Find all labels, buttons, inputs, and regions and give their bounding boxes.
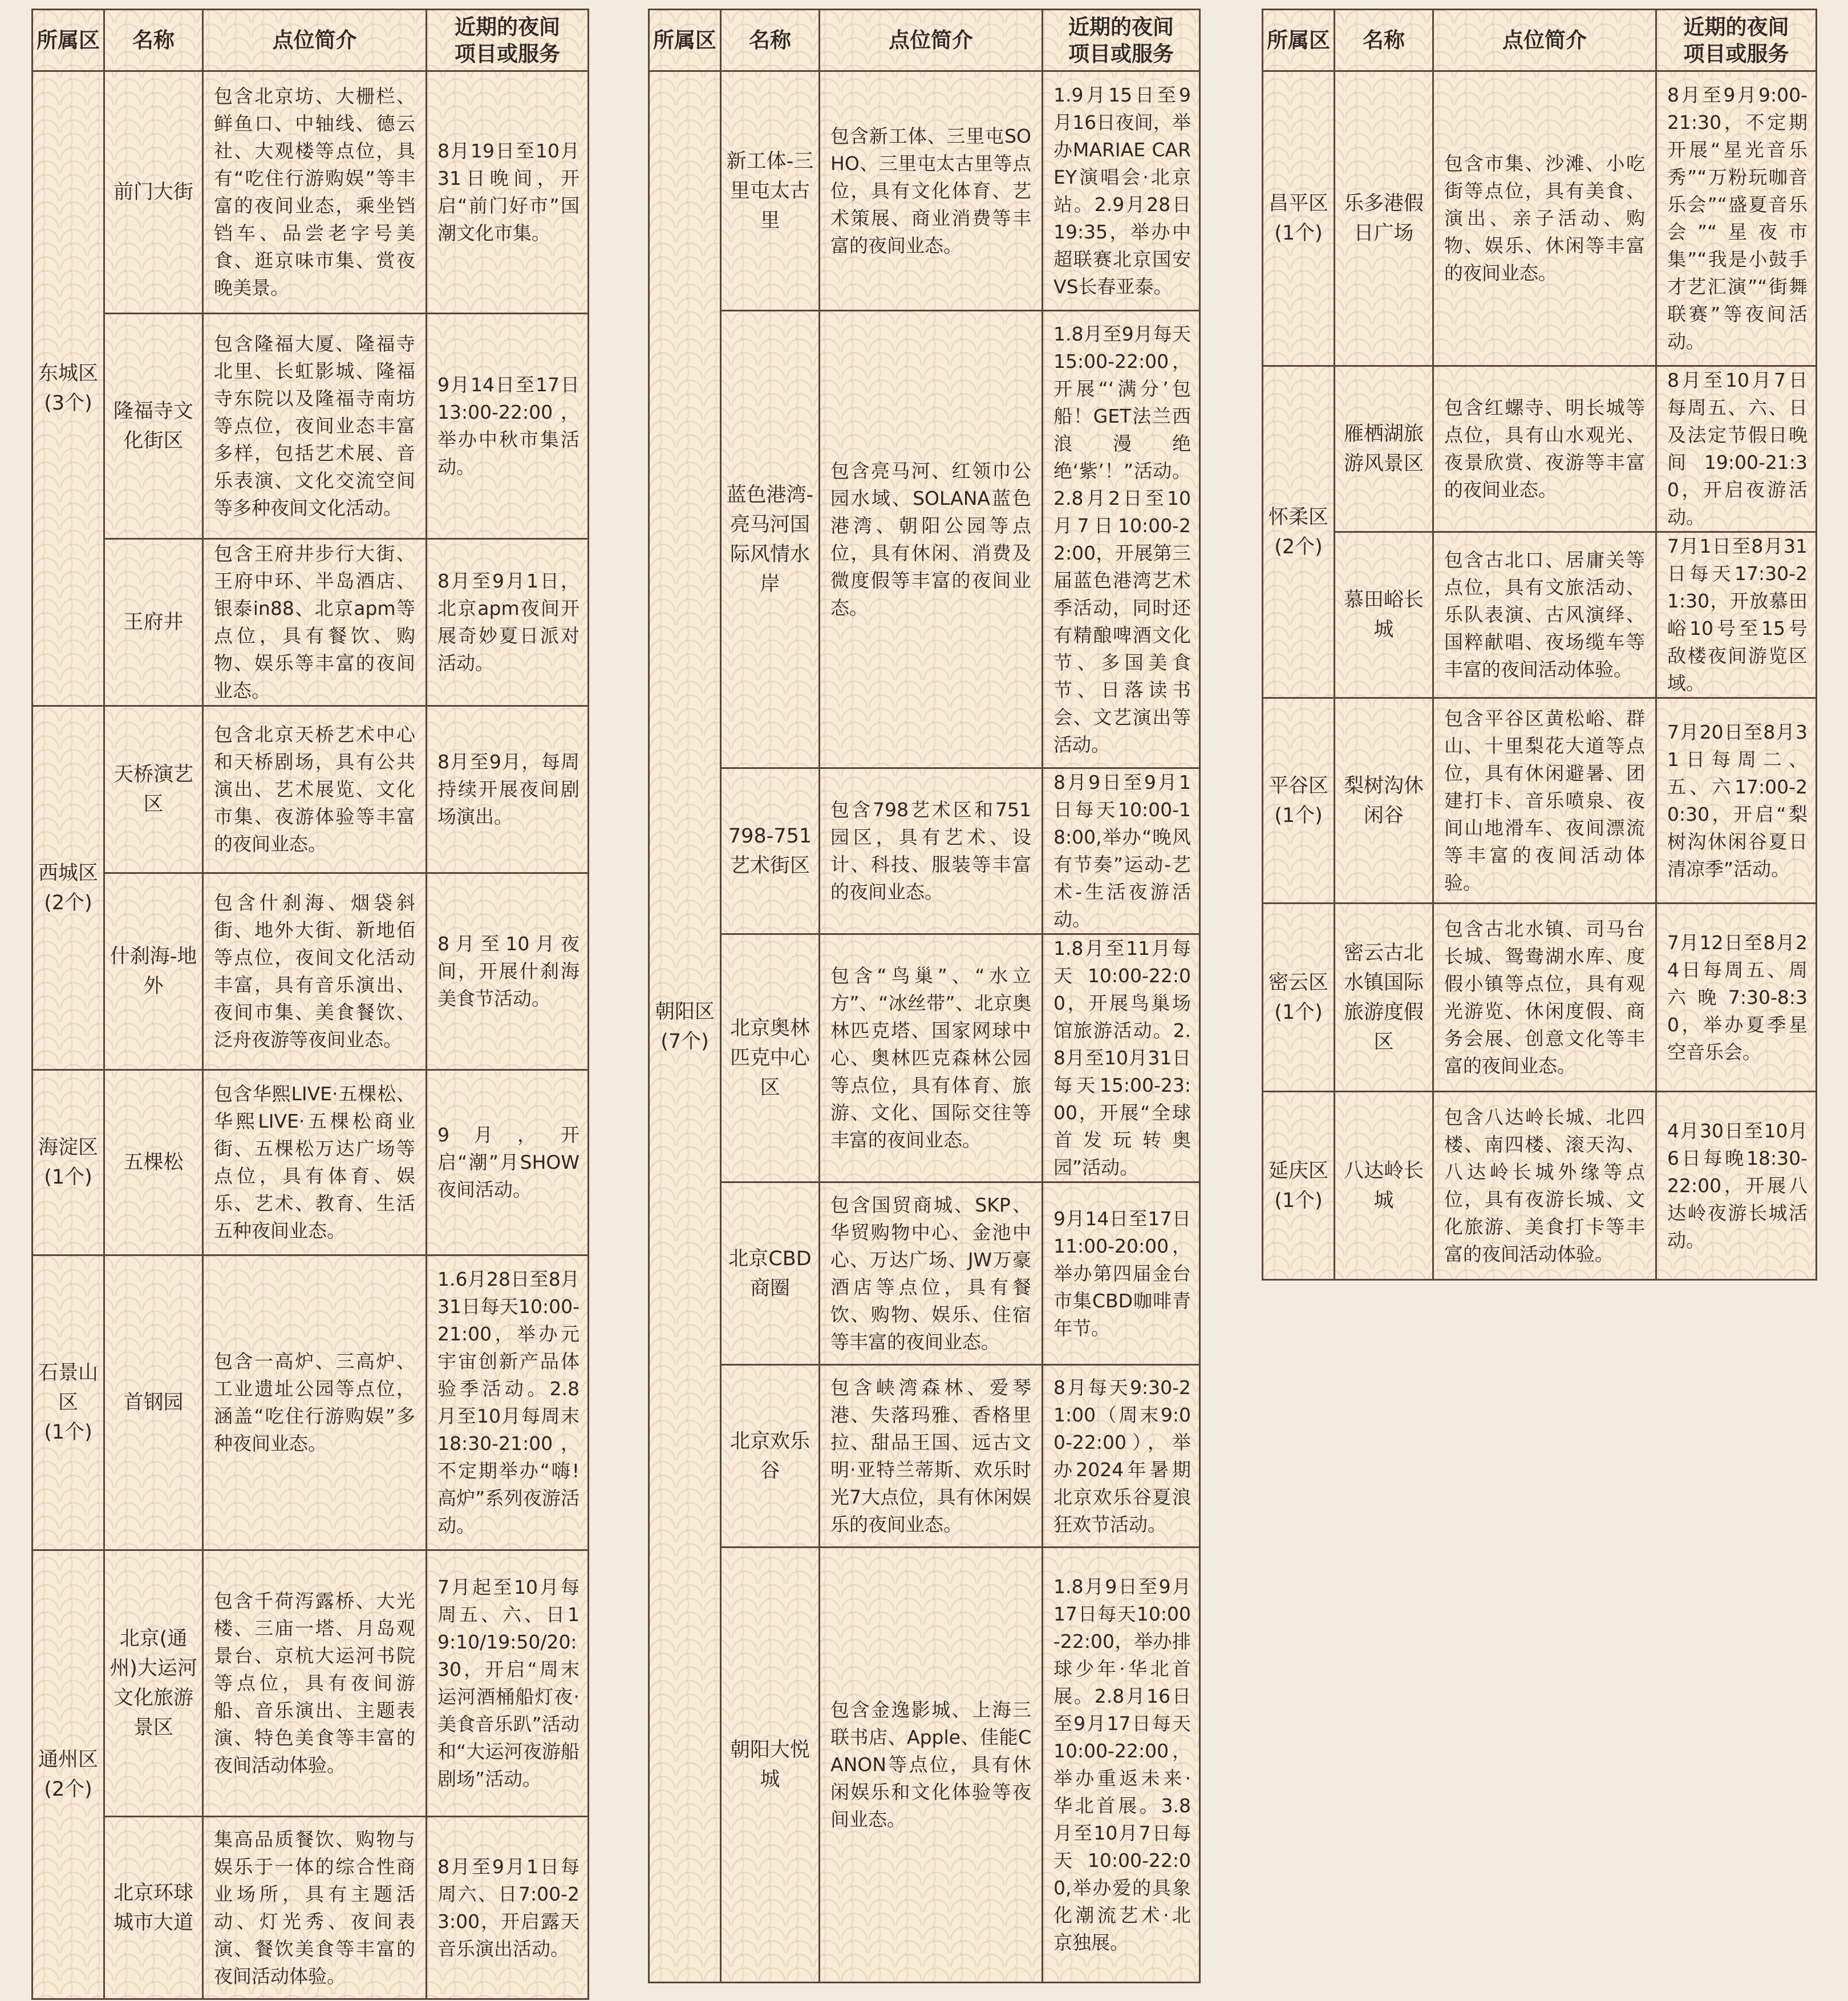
district-name: 通州区 [38, 1748, 98, 1771]
spot-service: 9月，开启“潮”月SHOW夜间活动。 [427, 1070, 589, 1255]
table-row [1263, 532, 1817, 698]
table-header-row [33, 10, 589, 71]
district-count: (1个) [44, 1421, 92, 1444]
spot-desc: 包含王府井步行大街、王府中环、半岛酒店、银泰in88、北京apm等点位，具有餐饮、购物、娱乐等丰富的夜间业态。 [203, 539, 427, 706]
district-name: 石景山区 [38, 1362, 98, 1414]
spot-desc: 包含什刹海、烟袋斜街、地外大街、新地佰等点位，夜间文化活动丰富，具有音乐演出、夜间市集、美食餐饮、泛舟夜游等夜间业态。 [203, 873, 427, 1070]
spot-name: 798-751艺术街区 [721, 768, 820, 934]
table-row [649, 768, 1200, 934]
table-row [649, 934, 1200, 1182]
spot-name: 北京欢乐谷 [721, 1365, 820, 1548]
table-row [1263, 71, 1817, 366]
spot-desc: 包含千荷泻露桥、大光楼、三庙一塔、月岛观景台、京杭大运河书院等点位，具有夜间游船、音乐演出、主题表演、特色美食等丰富的夜间活动体验。 [203, 1550, 427, 1817]
spot-name: 前门大街 [104, 71, 203, 314]
header-service-line1: 近期的夜间 [1068, 14, 1174, 39]
spot-name: 朝阳大悦城 [721, 1548, 820, 1983]
spot-desc: 包含北京坊、大栅栏、鲜鱼口、中轴线、德云社、大观楼等点位，具有“吃住行游购娱”等丰富的夜间业态，乘坐铛铛车、品尝老字号美食、逛京味市集、赏夜晚美景。 [203, 71, 427, 314]
header-service-line1: 近期的夜间 [455, 14, 560, 39]
header-name: 名称 [104, 10, 203, 71]
table-row [33, 706, 589, 873]
spot-service: 1.9月15日至9月16日夜间，举办MARIAE CAREY演唱会·北京站。2.9月28日19:35，举办中超联赛北京国安VS长春亚泰。 [1043, 71, 1200, 311]
header-service-line2: 项目或服务 [455, 41, 560, 66]
district-cell [33, 1550, 104, 1999]
spot-service: 7月20日至8月31日每周二、五、六17:00-20:30，开启“梨树沟休闲谷夏日清凉季”活动。 [1656, 698, 1817, 904]
district-name: 东城区 [38, 362, 98, 385]
header-name: 名称 [721, 10, 820, 71]
spot-desc: 包含古北口、居庸关等点位，具有文旅活动、乐队表演、古风演绎、国粹献唱、夜场缆车等丰富的夜间活动体验。 [1433, 532, 1656, 698]
district-count: (1个) [1274, 804, 1323, 827]
district-cell [1263, 71, 1335, 366]
spot-service: 1.8月9日至9月17日每天10:00-22:00，举办排球少年·华北首展。2.8月16日至9月17日每天10:00-22:00，举办重返未来·华北首展。3.8月至10月7日每天10:00-22:00,举办爱的具象化潮流艺术·北京独展。 [1043, 1548, 1200, 1983]
district-name: 海淀区 [38, 1136, 98, 1159]
table-row [1263, 904, 1817, 1092]
spot-service: 7月1日至8月31日每天17:30-21:30，开放慕田峪10号至15号敌楼夜间游览区域。 [1656, 532, 1817, 698]
spot-name: 新工体-三里屯太古里 [721, 71, 820, 311]
district-cell [33, 706, 104, 1070]
spot-service: 9月14日至17日13:00-22:00，举办中秋市集活动。 [427, 314, 589, 539]
table-row [649, 1365, 1200, 1548]
table-row [33, 1817, 589, 1999]
spot-name: 蓝色港湾-亮马河国际风情水岸 [721, 311, 820, 768]
spot-desc: 包含一高炉、三高炉、工业遗址公园等点位，涵盖“吃住行游购娱”多种夜间业态。 [203, 1255, 427, 1550]
table-row [33, 1070, 589, 1255]
spot-name: 五棵松 [104, 1070, 203, 1255]
header-service [1656, 10, 1817, 71]
spot-service: 7月12日至8月24日每周五、周六晚7:30-8:30，举办夏季星空音乐会。 [1656, 904, 1817, 1092]
table-right [1262, 9, 1817, 1281]
spot-name: 慕田峪长城 [1335, 532, 1433, 698]
header-district: 所属区 [1263, 10, 1335, 71]
spot-service: 8月每天9:30-21:00（周末9:00-22:00），举办2024年暑期北京欢乐谷夏浪狂欢节活动。 [1043, 1365, 1200, 1548]
spot-name: 天桥演艺区 [104, 706, 203, 873]
table-middle [648, 9, 1201, 1983]
header-service-line2: 项目或服务 [1683, 41, 1789, 66]
table-row [649, 1182, 1200, 1365]
spot-service: 8月至10月夜间，开展什刹海美食节活动。 [427, 873, 589, 1070]
spot-desc: 包含峡湾森林、爱琴港、失落玛雅、香格里拉、甜品王国、远古文明·亚特兰蒂斯、欢乐时光7大点位，具有休闲娱乐的夜间业态。 [820, 1365, 1043, 1548]
spot-name: 什刹海-地外 [104, 873, 203, 1070]
district-name: 密云区 [1268, 971, 1328, 994]
spot-name: 北京奥林匹克中心区 [721, 934, 820, 1182]
spot-desc: 包含隆福大厦、隆福寺北里、长虹影城、隆福寺东院以及隆福寺南坊等点位，夜间业态丰富多样，包括艺术展、音乐表演、文化交流空间等多种夜间文化活动。 [203, 314, 427, 539]
district-count: (3个) [44, 392, 92, 415]
district-cell [33, 1070, 104, 1255]
table-header-row [1263, 10, 1817, 71]
district-cell [1263, 698, 1335, 904]
spot-name: 首钢园 [104, 1255, 203, 1550]
district-count: (1个) [1274, 1000, 1323, 1024]
spot-service: 7月起至10月每周五、六、日19:10/19:50/20:30，开启“周末运河酒桶船灯夜·美食音乐趴”活动和“大运河夜游船剧场”活动。 [427, 1550, 589, 1817]
district-name: 昌平区 [1268, 192, 1328, 215]
district-cell [1263, 904, 1335, 1092]
district-count: (7个) [660, 1030, 709, 1053]
district-count: (1个) [1274, 222, 1323, 245]
table-row [33, 1550, 589, 1817]
district-cell [33, 1255, 104, 1550]
table-row [33, 71, 589, 314]
district-name: 延庆区 [1268, 1159, 1328, 1182]
spot-desc: 包含新工体、三里屯SOHO、三里屯太古里等点位，具有文化体育、艺术策展、商业消费等丰富的夜间业态。 [820, 71, 1043, 311]
district-name: 平谷区 [1268, 774, 1328, 797]
district-cell [1263, 1092, 1335, 1280]
spot-name: 密云古北水镇国际旅游度假区 [1335, 904, 1433, 1092]
district-name: 朝阳区 [654, 1000, 715, 1023]
spot-service: 4月30日至10月6日每晚18:30-22:00，开展八达岭夜游长城活动。 [1656, 1092, 1817, 1280]
district-count: (2个) [44, 1778, 92, 1801]
spot-name: 隆福寺文化街区 [104, 314, 203, 539]
spot-service: 8月至9月1日每周六、日7:00-23:00，开启露天音乐演出活动。 [427, 1817, 589, 1999]
spot-desc: 包含798艺术区和751园区，具有艺术、设计、科技、服装等丰富的夜间业态。 [820, 768, 1043, 934]
district-cell [649, 71, 721, 1983]
spot-desc: 包含古北水镇、司马台长城、鸳鸯湖水库、度假小镇等点位，具有观光游览、休闲度假、商务会展、创意文化等丰富的夜间业态。 [1433, 904, 1656, 1092]
spot-desc: 包含国贸商城、SKP、华贸购物中心、金池中心、万达广场、JW万豪酒店等点位，具有餐饮、购物、娱乐、住宿等丰富的夜间业态。 [820, 1182, 1043, 1365]
spot-name: 梨树沟休闲谷 [1335, 698, 1433, 904]
spot-service: 8月至10月7日每周五、六、日及法定节假日晚间19:00-21:30，开启夜游活动。 [1656, 366, 1817, 532]
spot-name: 乐多港假日广场 [1335, 71, 1433, 366]
header-service [427, 10, 589, 71]
spot-desc: 集高品质餐饮、购物与娱乐于一体的综合性商业场所，具有主题活动、灯光秀、夜间表演、餐饮美食等丰富的夜间活动体验。 [203, 1817, 427, 1999]
spot-desc: 包含“鸟巢”、“水立方”、“冰丝带”、北京奥林匹克塔、国家网球中心、奥林匹克森林公园等点位，具有体育、旅游、文化、国际交往等丰富的夜间业态。 [820, 934, 1043, 1182]
spot-name: 北京CBD商圈 [721, 1182, 820, 1365]
spot-desc: 包含北京天桥艺术中心和天桥剧场，具有公共演出、艺术展览、文化市集、夜游体验等丰富的夜间业态。 [203, 706, 427, 873]
spot-service: 8月至9月1日，北京apm夜间开展奇妙夏日派对活动。 [427, 539, 589, 706]
table-row [649, 311, 1200, 768]
header-service-line1: 近期的夜间 [1683, 14, 1789, 39]
table-row [649, 1548, 1200, 1983]
district-cell [33, 71, 104, 706]
spot-service: 1.6月28日至8月31日每天10:00-21:00，举办元宇宙创新产品体验季活动。2.8月至10月每周末18:30-21:00，不定期举办“嗨!高炉”系列夜游活动。 [427, 1255, 589, 1550]
district-cell [1263, 366, 1335, 698]
header-name: 名称 [1335, 10, 1433, 71]
header-desc: 点位简介 [203, 10, 427, 71]
district-name: 怀柔区 [1268, 505, 1328, 529]
header-district: 所属区 [33, 10, 104, 71]
spot-desc: 包含华熙LIVE·五棵松、华熙LIVE·五棵松商业街、五棵松万达广场等点位，具有体育、娱乐、艺术、教育、生活五种夜间业态。 [203, 1070, 427, 1255]
spot-service: 9月14日至17日11:00-20:00，举办第四届金台市集CBD咖啡青年节。 [1043, 1182, 1200, 1365]
table-row [1263, 1092, 1817, 1280]
header-service-line2: 项目或服务 [1068, 41, 1174, 66]
spot-desc: 包含八达岭长城、北四楼、南四楼、滚天沟、八达岭长城外缘等点位，具有夜游长城、文化旅游、美食打卡等丰富的夜间活动体验。 [1433, 1092, 1656, 1280]
spot-desc: 包含亮马河、红领巾公园水域、SOLANA蓝色港湾、朝阳公园等点位，具有休闲、消费及微度假等丰富的夜间业态。 [820, 311, 1043, 768]
header-district: 所属区 [649, 10, 721, 71]
spot-service: 8月至9月，每周持续开展夜间剧场演出。 [427, 706, 589, 873]
district-name: 西城区 [38, 861, 98, 885]
table-header-row [649, 10, 1200, 71]
spot-name: 八达岭长城 [1335, 1092, 1433, 1280]
spot-service: 1.8月至11月每天10:00-22:00，开展鸟巢场馆旅游活动。2.8月至10月31日每天15:00-23:00，开展“全球首发玩转奥园”活动。 [1043, 934, 1200, 1182]
spot-service: 8月19日至10月31日晚间，开启“前门好市”国潮文化市集。 [427, 71, 589, 314]
table-row [1263, 366, 1817, 532]
spot-name: 北京(通州)大运河文化旅游景区 [104, 1550, 203, 1817]
spot-name: 王府井 [104, 539, 203, 706]
spot-desc: 包含金逸影城、上海三联书店、Apple、佳能CANON等点位，具有休闲娱乐和文化体验等夜间业态。 [820, 1548, 1043, 1983]
district-count: (2个) [1274, 535, 1323, 558]
spot-service: 8月9日至9月1日每天10:00-18:00,举办“晚风有节奏”运动-艺术-生活夜游活动。 [1043, 768, 1200, 934]
table-row [33, 873, 589, 1070]
spot-name: 北京环球城市大道 [104, 1817, 203, 1999]
header-service [1043, 10, 1200, 71]
district-count: (1个) [44, 1166, 92, 1189]
spot-desc: 包含红螺寺、明长城等点位，具有山水观光、夜景欣赏、夜游等丰富的夜间业态。 [1433, 366, 1656, 532]
spot-service: 8月至9月9:00-21:30，不定期开展“星光音乐秀”“万粉玩咖音乐会”“盛夏音乐会”“星夜市集”“我是小鼓手才艺汇演”“街舞联赛”等夜间活动。 [1656, 71, 1817, 366]
table-row [33, 314, 589, 539]
table-row [649, 71, 1200, 311]
table-row [33, 539, 589, 706]
spot-desc: 包含市集、沙滩、小吃街等点位，具有美食、演出、亲子活动、购物、娱乐、休闲等丰富的夜间业态。 [1433, 71, 1656, 366]
spot-service: 1.8月至9月每天15:00-22:00，开展“‘满分’包船！GET法兰西浪漫绝绝‘紫’！”活动。2.8月2日至10月7日10:00-22:00，开展第三届蓝色港湾艺术季活动，同时还有精酿啤酒文化节、多国美食节、日落读书会、文艺演出等活动。 [1043, 311, 1200, 768]
table-row [33, 1255, 589, 1550]
header-desc: 点位简介 [820, 10, 1043, 71]
spot-name: 雁栖湖旅游风景区 [1335, 366, 1433, 532]
table-left [31, 9, 589, 2000]
district-count: (1个) [1274, 1189, 1323, 1212]
header-desc: 点位简介 [1433, 10, 1656, 71]
district-count: (2个) [44, 891, 92, 914]
table-row [1263, 698, 1817, 904]
spot-desc: 包含平谷区黄松峪、群山、十里梨花大道等点位，具有休闲避暑、团建打卡、音乐喷泉、夜间山地滑车、夜间漂流等丰富的夜间活动体验。 [1433, 698, 1656, 904]
